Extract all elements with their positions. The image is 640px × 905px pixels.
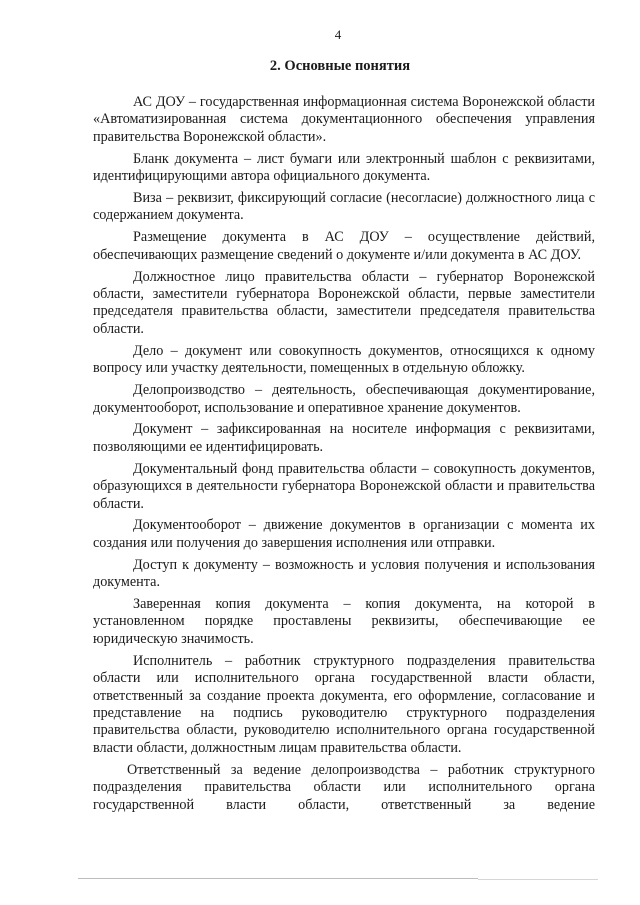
paragraph: Размещение документа в АС ДОУ – осуществление действий, обеспечивающих размещение сведений о документе и/или документа в АС ДОУ. bbox=[93, 229, 595, 263]
paragraph: Дело – документ или совокупность документов, относящихся к одному вопросу или участку деятельности, помещенных в отдельную обложку. bbox=[93, 342, 595, 377]
paragraph: Документальный фонд правительства области – совокупность документов, образующихся в деятельности губернатора Воронежской области и правительства области. bbox=[93, 460, 595, 512]
section-heading: 2. Основные понятия bbox=[269, 58, 411, 74]
paragraph: Документ – зафиксированная на носителе информация с реквизитами, позволяющими ее идентифицировать. bbox=[93, 421, 595, 455]
paragraph: Документооборот – движение документов в организации с момента их создания или получения до завершения исполнения или отправки. bbox=[93, 517, 595, 551]
paragraph: Делопроизводство – деятельность, обеспечивающая документирование, документооборот, использование и оперативное хранение документов. bbox=[93, 382, 595, 416]
paragraph: Бланк документа – лист бумаги или электронный шаблон с реквизитами, идентифицирующими автора официального документа. bbox=[93, 150, 595, 185]
paragraph: Должностное лицо правительства области – губернатор Воронежской области, заместители губернатора Воронежской области, первые заместители председателя правительства области, заместители председателя правительства области. bbox=[93, 268, 595, 337]
document-body bbox=[93, 94, 595, 818]
paragraph: Виза – реквизит, фиксирующий согласие (несогласие) должностного лица с содержанием документа. bbox=[93, 190, 595, 224]
scan-edge-line bbox=[478, 879, 598, 880]
paragraph: АС ДОУ – государственная информационная система Воронежской области «Автоматизированная система документационного обеспечения управления правительства Воронежской области». bbox=[93, 94, 595, 145]
page-number: 4 bbox=[334, 27, 342, 42]
paragraph: Ответственный за ведение делопроизводства – работник структурного подразделения правительства области или исполнительного органа государственной власти области, ответственный за ведение bbox=[93, 761, 595, 813]
scan-edge-line bbox=[78, 878, 478, 879]
paragraph: Исполнитель – работник структурного подразделения правительства области или исполнительного органа государственной власти области, ответственный за создание проекта документа, его оформление, согласование и представление на подпись руководителю структурного подразделения правительства области, руководителю исполнительного органа государственной власти области, должностным лицам правительства области. bbox=[93, 652, 595, 756]
paragraph: Доступ к документу – возможность и условия получения и использования документа. bbox=[93, 556, 595, 591]
paragraph: Заверенная копия документа – копия документа, на которой в установленном порядке проставлены реквизиты, обеспечивающие ее юридическую значимость. bbox=[93, 596, 595, 647]
